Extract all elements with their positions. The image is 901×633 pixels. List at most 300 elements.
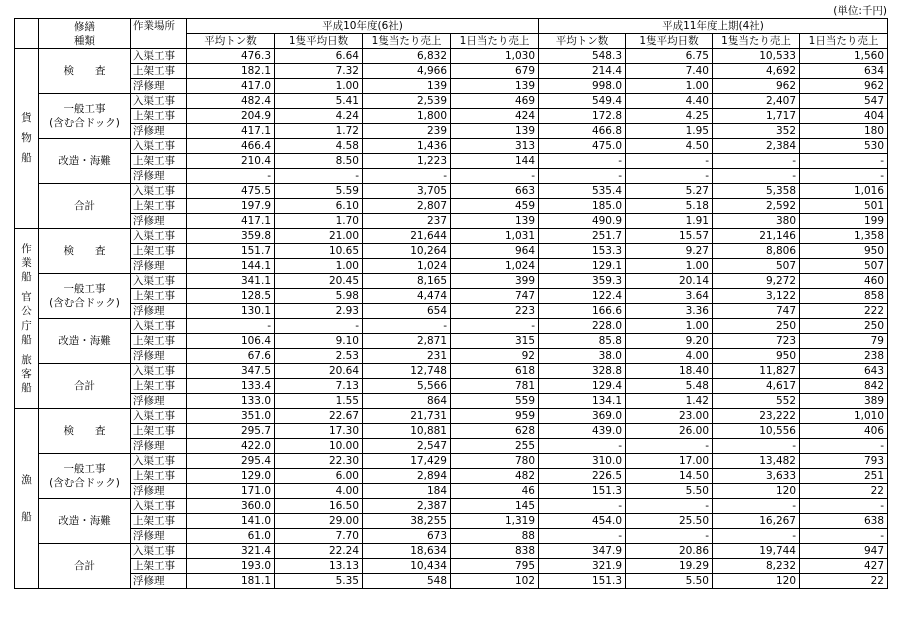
value-cell: 9.10 xyxy=(275,334,363,349)
value-cell: 1.55 xyxy=(275,394,363,409)
value-cell: 1.95 xyxy=(626,124,713,139)
header-period-2: 平成11年度上期(4社) xyxy=(539,19,888,34)
work-place-cell: 上架工事 xyxy=(131,64,187,79)
work-place-cell: 入渠工事 xyxy=(131,499,187,514)
work-place-cell: 入渠工事 xyxy=(131,409,187,424)
value-cell: 679 xyxy=(451,64,539,79)
value-cell: 11,827 xyxy=(713,364,800,379)
work-place-cell: 上架工事 xyxy=(131,379,187,394)
value-cell: 182.1 xyxy=(187,64,275,79)
work-place-cell: 入渠工事 xyxy=(131,454,187,469)
work-place-cell: 浮修理 xyxy=(131,124,187,139)
value-cell: 6.10 xyxy=(275,199,363,214)
work-place-cell: 浮修理 xyxy=(131,79,187,94)
table-row xyxy=(15,424,888,439)
value-cell: - xyxy=(626,439,713,454)
value-cell: 22 xyxy=(800,484,888,499)
value-cell: 747 xyxy=(713,304,800,319)
header-corner xyxy=(15,19,39,49)
value-cell: 139 xyxy=(363,79,451,94)
value-cell: 222 xyxy=(800,304,888,319)
value-cell: 239 xyxy=(363,124,451,139)
value-cell: 482 xyxy=(451,469,539,484)
value-cell: - xyxy=(626,499,713,514)
value-cell: 61.0 xyxy=(187,529,275,544)
table-row xyxy=(15,574,888,589)
value-cell: 4.25 xyxy=(626,109,713,124)
value-cell: 19,744 xyxy=(713,544,800,559)
value-cell: 185.0 xyxy=(539,199,626,214)
value-cell: 223 xyxy=(451,304,539,319)
value-cell: 5.59 xyxy=(275,184,363,199)
ship-type-char: 物 xyxy=(21,132,32,145)
value-cell: 1,030 xyxy=(451,49,539,64)
table-row xyxy=(15,304,888,319)
cell-line: (含む合ドック) xyxy=(49,117,120,129)
cell-line: 一般工事 xyxy=(63,283,106,295)
value-cell: 15.57 xyxy=(626,229,713,244)
value-cell: 838 xyxy=(451,544,539,559)
work-place-cell: 入渠工事 xyxy=(131,49,187,64)
value-cell: 4,692 xyxy=(713,64,800,79)
header-repair-type xyxy=(39,19,131,49)
value-cell: 454.0 xyxy=(539,514,626,529)
value-cell: 4.58 xyxy=(275,139,363,154)
value-cell: - xyxy=(539,439,626,454)
value-cell: 144 xyxy=(451,154,539,169)
value-cell: 2,807 xyxy=(363,199,451,214)
value-cell: 2,384 xyxy=(713,139,800,154)
value-cell: 2,592 xyxy=(713,199,800,214)
value-cell: 1,031 xyxy=(451,229,539,244)
table-row xyxy=(15,184,888,199)
value-cell: 88 xyxy=(451,529,539,544)
value-cell: 166.6 xyxy=(539,304,626,319)
table-row xyxy=(15,364,888,379)
value-cell: 16.50 xyxy=(275,499,363,514)
work-place-cell: 上架工事 xyxy=(131,154,187,169)
value-cell: 466.8 xyxy=(539,124,626,139)
value-cell: 998.0 xyxy=(539,79,626,94)
value-cell: 255 xyxy=(451,439,539,454)
value-cell: 507 xyxy=(800,259,888,274)
value-cell: - xyxy=(800,529,888,544)
table-row xyxy=(15,214,888,229)
value-cell: 5.27 xyxy=(626,184,713,199)
work-place-cell: 上架工事 xyxy=(131,469,187,484)
value-cell: - xyxy=(713,439,800,454)
value-cell: 310.0 xyxy=(539,454,626,469)
value-cell: 1.72 xyxy=(275,124,363,139)
value-cell: 16,267 xyxy=(713,514,800,529)
value-cell: 46 xyxy=(451,484,539,499)
value-cell: 1,560 xyxy=(800,49,888,64)
column-header: 1日当たり売上 xyxy=(800,34,888,49)
table-row xyxy=(15,484,888,499)
value-cell: 18,634 xyxy=(363,544,451,559)
repair-category-cell xyxy=(39,409,131,454)
ship-type-cell xyxy=(15,229,39,409)
table-row xyxy=(15,334,888,349)
value-cell: 5.50 xyxy=(626,484,713,499)
value-cell: 22.24 xyxy=(275,544,363,559)
value-cell: 130.1 xyxy=(187,304,275,319)
value-cell: - xyxy=(187,319,275,334)
value-cell: 663 xyxy=(451,184,539,199)
table-row xyxy=(15,274,888,289)
table-row xyxy=(15,64,888,79)
value-cell: 359.8 xyxy=(187,229,275,244)
column-header: 平均トン数 xyxy=(187,34,275,49)
ship-type-char: 船 xyxy=(21,152,32,165)
value-cell: 7.70 xyxy=(275,529,363,544)
ship-type-char: 船 xyxy=(21,333,32,346)
value-cell: 9,272 xyxy=(713,274,800,289)
table-row xyxy=(15,124,888,139)
value-cell: 6,832 xyxy=(363,49,451,64)
value-cell: 129.4 xyxy=(539,379,626,394)
value-cell: 20.64 xyxy=(275,364,363,379)
ship-type-char: 漁 xyxy=(21,473,32,486)
ship-type-char: 旅 xyxy=(21,353,32,366)
value-cell: 7.32 xyxy=(275,64,363,79)
value-cell: 14.50 xyxy=(626,469,713,484)
value-cell: 469 xyxy=(451,94,539,109)
value-cell: 1.70 xyxy=(275,214,363,229)
value-cell: 535.4 xyxy=(539,184,626,199)
value-cell: 2.53 xyxy=(275,349,363,364)
header-period-1: 平成10年度(6社) xyxy=(187,19,539,34)
value-cell: 6.64 xyxy=(275,49,363,64)
value-cell: - xyxy=(713,499,800,514)
value-cell: - xyxy=(626,529,713,544)
value-cell: 2,547 xyxy=(363,439,451,454)
table-row xyxy=(15,289,888,304)
value-cell: 352 xyxy=(713,124,800,139)
value-cell: 10,434 xyxy=(363,559,451,574)
value-cell: 369.0 xyxy=(539,409,626,424)
value-cell: 10.00 xyxy=(275,439,363,454)
work-place-cell: 浮修理 xyxy=(131,574,187,589)
value-cell: 1.00 xyxy=(275,259,363,274)
value-cell: 251 xyxy=(800,469,888,484)
work-place-cell: 上架工事 xyxy=(131,199,187,214)
value-cell: 204.9 xyxy=(187,109,275,124)
value-cell: 4.40 xyxy=(626,94,713,109)
value-cell: 22.30 xyxy=(275,454,363,469)
value-cell: 5,358 xyxy=(713,184,800,199)
value-cell: 3.36 xyxy=(626,304,713,319)
ship-type-char: 庁 xyxy=(21,319,32,332)
cell-line: 改造・海難 xyxy=(58,515,111,527)
table-row xyxy=(15,109,888,124)
ship-type-label xyxy=(21,242,32,395)
value-cell: 2,871 xyxy=(363,334,451,349)
value-cell: 67.6 xyxy=(187,349,275,364)
value-cell: 347.5 xyxy=(187,364,275,379)
ship-type-char: 船 xyxy=(21,271,32,284)
value-cell: 4.24 xyxy=(275,109,363,124)
value-cell: 793 xyxy=(800,454,888,469)
value-cell: 962 xyxy=(800,79,888,94)
value-cell: - xyxy=(800,169,888,184)
value-cell: 964 xyxy=(451,244,539,259)
table-row xyxy=(15,244,888,259)
value-cell: 482.4 xyxy=(187,94,275,109)
value-cell: 1,358 xyxy=(800,229,888,244)
value-cell: 328.8 xyxy=(539,364,626,379)
value-cell: 1.42 xyxy=(626,394,713,409)
work-place-cell: 入渠工事 xyxy=(131,184,187,199)
value-cell: 1,800 xyxy=(363,109,451,124)
value-cell: 507 xyxy=(713,259,800,274)
table-row xyxy=(15,514,888,529)
value-cell: 347.9 xyxy=(539,544,626,559)
work-place-cell: 上架工事 xyxy=(131,514,187,529)
value-cell: 321.4 xyxy=(187,544,275,559)
value-cell: 181.1 xyxy=(187,574,275,589)
cell-line: 検 査 xyxy=(63,65,106,77)
value-cell: 4,966 xyxy=(363,64,451,79)
value-cell: 947 xyxy=(800,544,888,559)
value-cell: 79 xyxy=(800,334,888,349)
work-place-cell: 上架工事 xyxy=(131,109,187,124)
value-cell: 4,617 xyxy=(713,379,800,394)
value-cell: 476.3 xyxy=(187,49,275,64)
value-cell: 399 xyxy=(451,274,539,289)
value-cell: 360.0 xyxy=(187,499,275,514)
value-cell: 129.1 xyxy=(539,259,626,274)
table-row xyxy=(15,94,888,109)
value-cell: 8,806 xyxy=(713,244,800,259)
value-cell: 842 xyxy=(800,379,888,394)
value-cell: 139 xyxy=(451,79,539,94)
value-cell: 171.0 xyxy=(187,484,275,499)
value-cell: 7.13 xyxy=(275,379,363,394)
value-cell: 404 xyxy=(800,109,888,124)
column-header: 1日当たり売上 xyxy=(451,34,539,49)
value-cell: 129.0 xyxy=(187,469,275,484)
work-place-cell: 浮修理 xyxy=(131,439,187,454)
value-cell: 2,387 xyxy=(363,499,451,514)
value-cell: 1,223 xyxy=(363,154,451,169)
value-cell: 237 xyxy=(363,214,451,229)
value-cell: 10,881 xyxy=(363,424,451,439)
value-cell: 380 xyxy=(713,214,800,229)
value-cell: 2,894 xyxy=(363,469,451,484)
value-cell: 313 xyxy=(451,139,539,154)
table-row xyxy=(15,319,888,334)
work-place-cell: 上架工事 xyxy=(131,244,187,259)
value-cell: 13,482 xyxy=(713,454,800,469)
ship-type-char: 作 xyxy=(21,242,32,255)
value-cell: 1.00 xyxy=(275,79,363,94)
value-cell: 559 xyxy=(451,394,539,409)
value-cell: 8.50 xyxy=(275,154,363,169)
value-cell: 128.5 xyxy=(187,289,275,304)
table-row xyxy=(15,379,888,394)
value-cell: - xyxy=(451,319,539,334)
value-cell: 1,717 xyxy=(713,109,800,124)
value-cell: 962 xyxy=(713,79,800,94)
value-cell: 8,232 xyxy=(713,559,800,574)
value-cell: 654 xyxy=(363,304,451,319)
value-cell: - xyxy=(713,169,800,184)
value-cell: 26.00 xyxy=(626,424,713,439)
value-cell: 120 xyxy=(713,484,800,499)
value-cell: 359.3 xyxy=(539,274,626,289)
table-row xyxy=(15,169,888,184)
value-cell: 238 xyxy=(800,349,888,364)
value-cell: 1,024 xyxy=(451,259,539,274)
value-cell: - xyxy=(451,169,539,184)
value-cell: 228.0 xyxy=(539,319,626,334)
value-cell: 17,429 xyxy=(363,454,451,469)
work-place-cell: 上架工事 xyxy=(131,559,187,574)
value-cell: 417.1 xyxy=(187,214,275,229)
work-place-cell: 上架工事 xyxy=(131,334,187,349)
value-cell: 23.00 xyxy=(626,409,713,424)
value-cell: 5.35 xyxy=(275,574,363,589)
repair-category-cell xyxy=(39,544,131,589)
value-cell: 549.4 xyxy=(539,94,626,109)
ship-type-label xyxy=(21,111,32,165)
value-cell: 85.8 xyxy=(539,334,626,349)
repair-category-cell xyxy=(39,94,131,139)
work-place-cell: 浮修理 xyxy=(131,394,187,409)
cell-line: 改造・海難 xyxy=(58,335,111,347)
value-cell: 1.91 xyxy=(626,214,713,229)
value-cell: 9.20 xyxy=(626,334,713,349)
cell-line: 合計 xyxy=(74,380,95,392)
table-row xyxy=(15,439,888,454)
value-cell: 439.0 xyxy=(539,424,626,439)
table-row xyxy=(15,409,888,424)
table-row xyxy=(15,154,888,169)
value-cell: 1,010 xyxy=(800,409,888,424)
repair-category-cell xyxy=(39,49,131,94)
value-cell: 21,731 xyxy=(363,409,451,424)
value-cell: 1,319 xyxy=(451,514,539,529)
table-row xyxy=(15,454,888,469)
value-cell: 3.64 xyxy=(626,289,713,304)
value-cell: 153.3 xyxy=(539,244,626,259)
value-cell: 29.00 xyxy=(275,514,363,529)
value-cell: 12,748 xyxy=(363,364,451,379)
value-cell: 197.9 xyxy=(187,199,275,214)
ship-type-char: 業 xyxy=(21,257,32,270)
value-cell: 4.50 xyxy=(626,139,713,154)
value-cell: - xyxy=(275,319,363,334)
value-cell: - xyxy=(713,529,800,544)
repair-category-cell xyxy=(39,364,131,409)
value-cell: 475.0 xyxy=(539,139,626,154)
work-place-cell: 入渠工事 xyxy=(131,139,187,154)
header-row-1 xyxy=(15,19,888,34)
value-cell: 172.8 xyxy=(539,109,626,124)
value-cell: 351.0 xyxy=(187,409,275,424)
column-header: 1隻平均日数 xyxy=(275,34,363,49)
work-place-cell: 入渠工事 xyxy=(131,274,187,289)
repair-category-cell xyxy=(39,229,131,274)
work-place-cell: 浮修理 xyxy=(131,259,187,274)
value-cell: 780 xyxy=(451,454,539,469)
value-cell: 180 xyxy=(800,124,888,139)
value-cell: 9.27 xyxy=(626,244,713,259)
work-place-cell: 浮修理 xyxy=(131,304,187,319)
value-cell: 634 xyxy=(800,64,888,79)
value-cell: 490.9 xyxy=(539,214,626,229)
value-cell: 193.0 xyxy=(187,559,275,574)
table-row xyxy=(15,229,888,244)
value-cell: 17.00 xyxy=(626,454,713,469)
repair-category-cell xyxy=(39,454,131,499)
ship-type-cell xyxy=(15,409,39,589)
value-cell: 38.0 xyxy=(539,349,626,364)
value-cell: 184 xyxy=(363,484,451,499)
cell-line: 検 査 xyxy=(63,425,106,437)
value-cell: 795 xyxy=(451,559,539,574)
value-cell: 231 xyxy=(363,349,451,364)
value-cell: 133.4 xyxy=(187,379,275,394)
value-cell: 102 xyxy=(451,574,539,589)
repair-statistics-table xyxy=(14,18,888,589)
value-cell: - xyxy=(800,154,888,169)
work-place-cell: 上架工事 xyxy=(131,424,187,439)
value-cell: 459 xyxy=(451,199,539,214)
ship-type-char: 船 xyxy=(21,381,32,394)
value-cell: - xyxy=(713,154,800,169)
table-row xyxy=(15,529,888,544)
table-row xyxy=(15,49,888,64)
unit-label: (単位:千円) xyxy=(833,5,887,17)
value-cell: 250 xyxy=(800,319,888,334)
value-cell: 10,556 xyxy=(713,424,800,439)
value-cell: 950 xyxy=(713,349,800,364)
table-row xyxy=(15,559,888,574)
value-cell: 10,533 xyxy=(713,49,800,64)
value-cell: 618 xyxy=(451,364,539,379)
value-cell: 2.93 xyxy=(275,304,363,319)
value-cell: 21,146 xyxy=(713,229,800,244)
cell-line: 検 査 xyxy=(63,245,106,257)
value-cell: 638 xyxy=(800,514,888,529)
value-cell: 38,255 xyxy=(363,514,451,529)
value-cell: 6.00 xyxy=(275,469,363,484)
value-cell: 5.50 xyxy=(626,574,713,589)
value-cell: 20.45 xyxy=(275,274,363,289)
value-cell: 120 xyxy=(713,574,800,589)
ship-type-char: 貨 xyxy=(21,112,32,125)
value-cell: - xyxy=(363,169,451,184)
repair-category-cell xyxy=(39,274,131,319)
value-cell: 4.00 xyxy=(275,484,363,499)
value-cell: 1,436 xyxy=(363,139,451,154)
value-cell: - xyxy=(539,169,626,184)
value-cell: 13.13 xyxy=(275,559,363,574)
ship-type-char: 官 xyxy=(21,291,32,304)
value-cell: 250 xyxy=(713,319,800,334)
value-cell: 747 xyxy=(451,289,539,304)
cell-line: 改造・海難 xyxy=(58,155,111,167)
value-cell: 141.0 xyxy=(187,514,275,529)
value-cell: 19.29 xyxy=(626,559,713,574)
value-cell: 959 xyxy=(451,409,539,424)
value-cell: 20.14 xyxy=(626,274,713,289)
value-cell: 864 xyxy=(363,394,451,409)
value-cell: 424 xyxy=(451,109,539,124)
repair-category-cell xyxy=(39,184,131,229)
